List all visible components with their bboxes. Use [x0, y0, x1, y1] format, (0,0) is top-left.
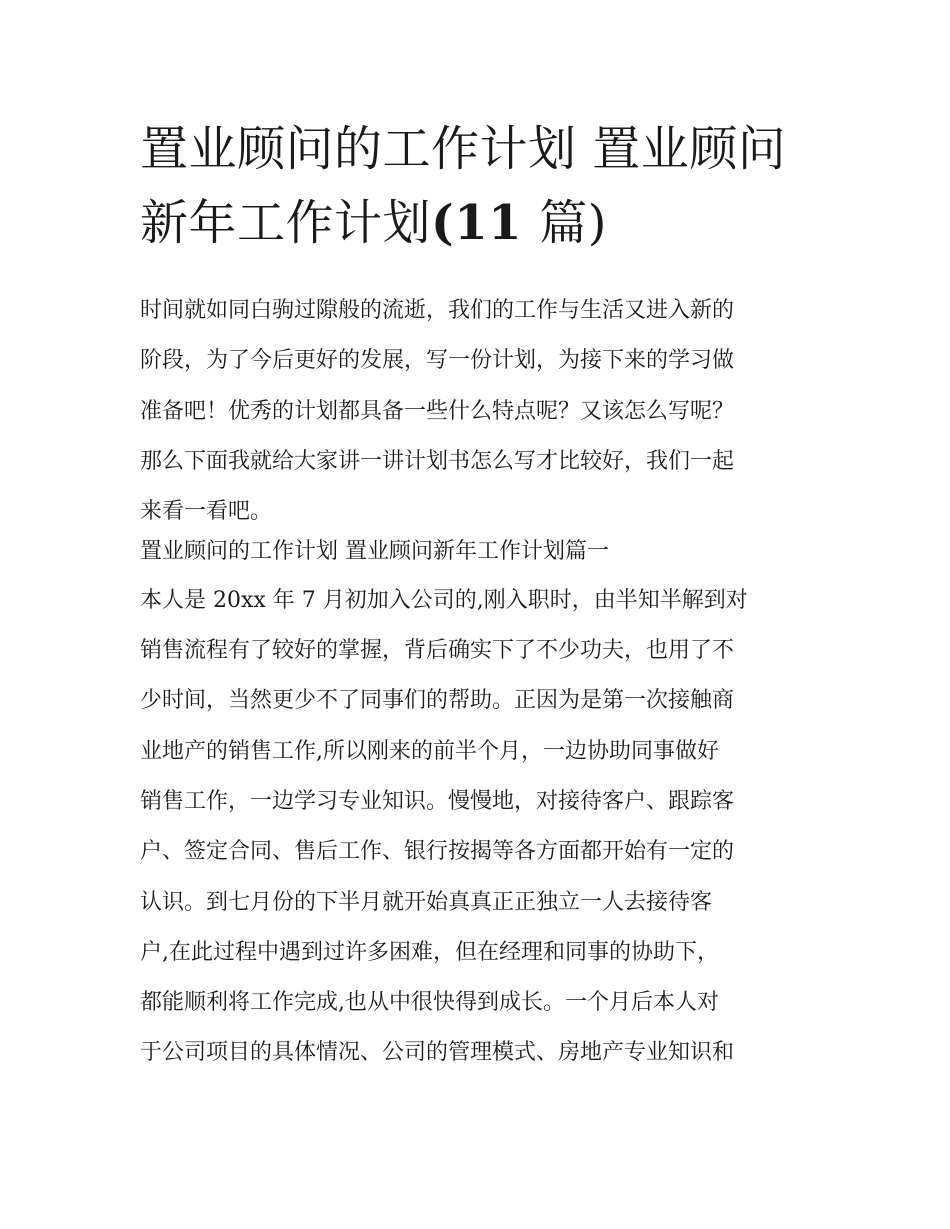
document-title	[140, 112, 812, 260]
title-line-2-prefix: 新年工作计划	[140, 195, 432, 251]
document-body	[140, 286, 812, 1079]
intro-paragraph	[140, 286, 812, 537]
intro-line: 准备吧！优秀的计划都具备一些什么特点呢？又该怎么写呢？	[140, 398, 735, 424]
section-line: 户、签定合同、售后工作、银行按揭等各方面都开始有一定的	[140, 839, 735, 865]
title-line-2	[140, 186, 812, 260]
section-paragraph	[140, 576, 812, 1079]
section-line: 少时间，当然更少不了同事们的帮助。正因为是第一次接触商	[140, 688, 735, 714]
section-line: 销售流程有了较好的掌握，背后确实下了不少功夫，也用了不	[140, 638, 735, 664]
section-heading: 置业顾问的工作计划 置业顾问新年工作计划篇一	[140, 539, 609, 565]
title-line-2-suffix: 篇)	[539, 195, 607, 251]
title-line-1: 置业顾问的工作计划 置业顾问	[140, 121, 787, 177]
section-line: 都能顺利将工作完成,也从中很快得到成长。一个月后本人对	[140, 990, 719, 1016]
section-line: 认识。到七月份的下半月就开始真真正正独立一人去接待客	[140, 889, 713, 915]
intro-line: 时间就如同白驹过隙般的流逝，我们的工作与生活又进入新的	[140, 298, 735, 323]
section-line: 户,在此过程中遇到过许多困难，但在经理和同事的协助下，	[140, 939, 719, 965]
document-page	[140, 112, 812, 1079]
section-line: 销售工作，一边学习专业知识。慢慢地，对接待客户、跟踪客	[140, 788, 735, 814]
intro-line: 来看一看吧。	[140, 499, 273, 525]
intro-line: 那么下面我就给大家讲一讲计划书怎么写才比较好，我们一起	[140, 448, 735, 474]
section-line: 于公司项目的具体情况、公司的管理模式、房地产专业知识和	[140, 1040, 735, 1066]
section-line: 业地产的销售工作,所以刚来的前半个月，一边协助同事做好	[140, 738, 719, 764]
title-line-2-count: (11	[431, 195, 540, 251]
section-line: 本人是 20xx 年 7 月初加入公司的,刚入职时，由半知半解到对	[140, 587, 748, 613]
intro-line: 阶段，为了今后更好的发展，写一份计划，为接下来的学习做	[140, 348, 735, 374]
